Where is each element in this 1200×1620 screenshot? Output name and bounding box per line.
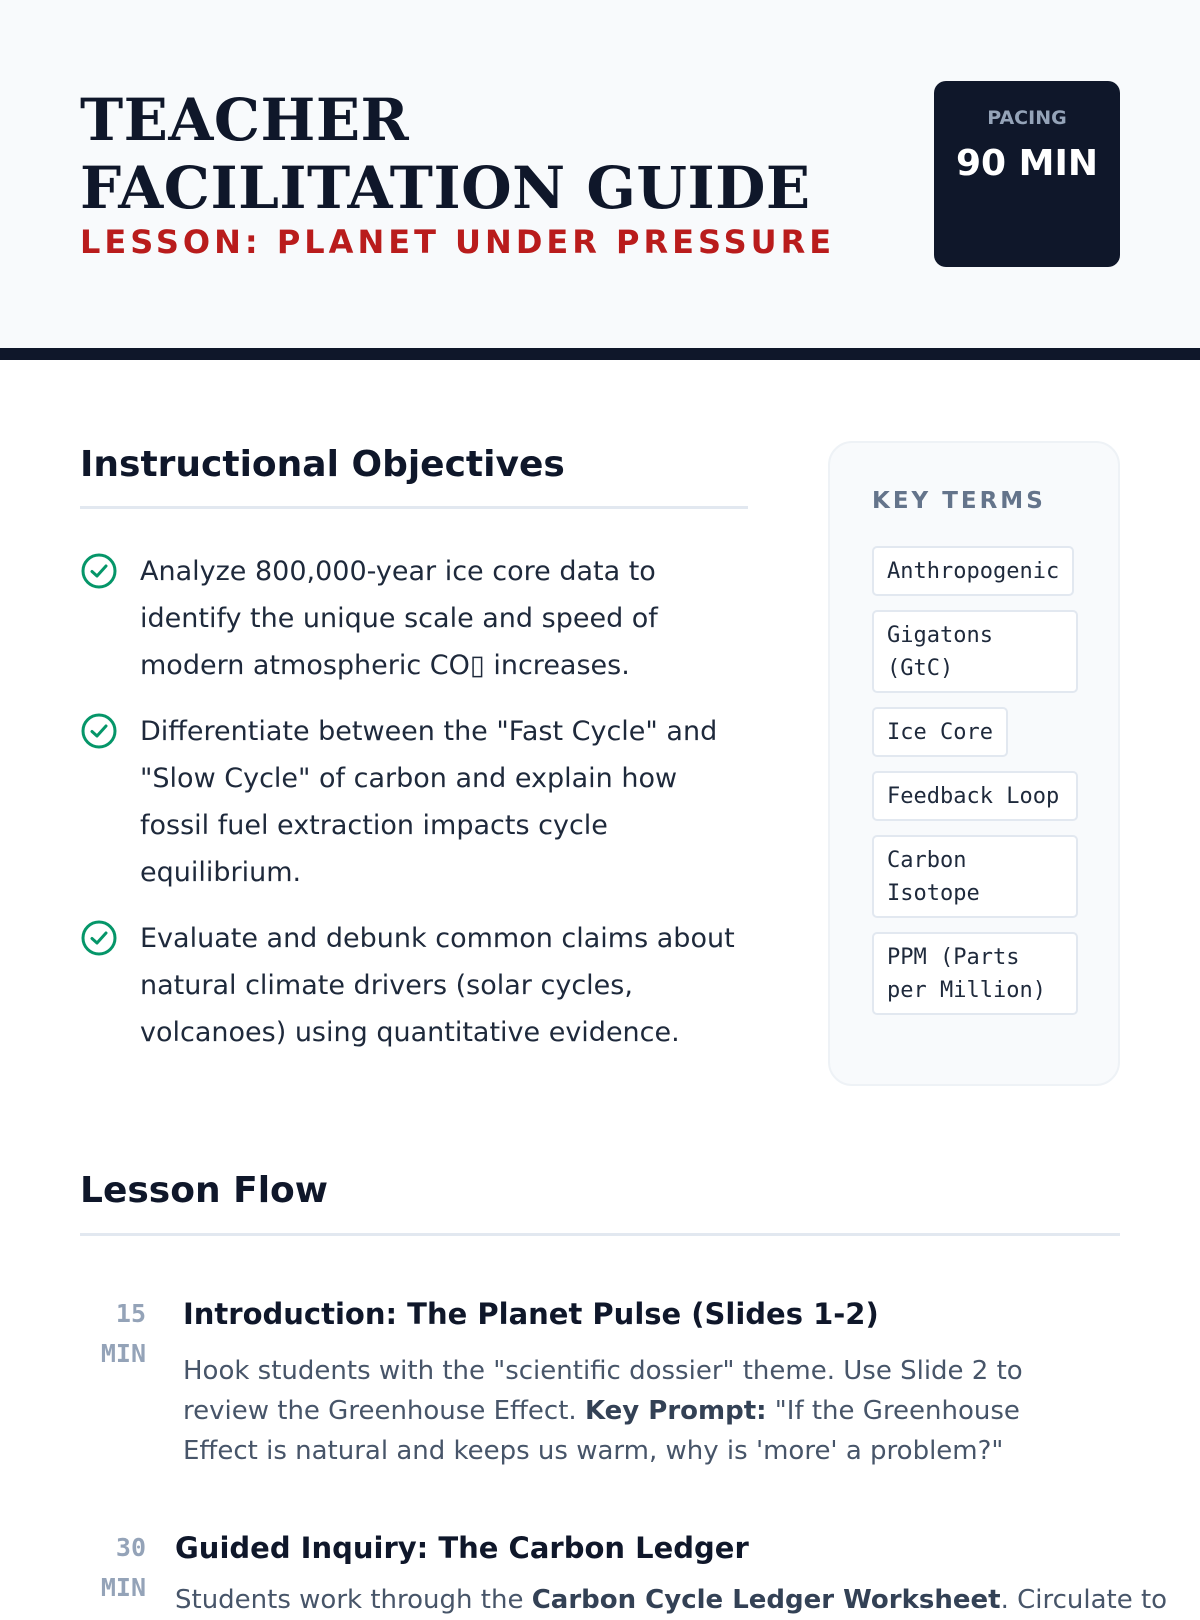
flow-step-desc-text: . Circulate to [1000, 1585, 1168, 1615]
objective-text: Differentiate between the "Fast Cycle" and "Slow Cycle" of carbon and explain how fossil fuel extraction impacts cycle equilibrium. [140, 716, 718, 888]
flow-step-time: 30 MIN [100, 1533, 146, 1602]
key-term-chip: Carbon Isotope [872, 835, 1078, 918]
check-circle-icon [80, 712, 118, 750]
check-circle-icon [80, 919, 118, 957]
flow-step [80, 1294, 1120, 1474]
lesson-flow-divider [80, 1233, 1120, 1236]
key-term-chip: Ice Core [872, 707, 1008, 757]
flow-step-desc-text: Hook students with the "scientific dossier" theme. Use Slide 2 to review the Greenhouse Effect. [183, 1356, 1023, 1426]
objective-item [80, 708, 750, 896]
flow-step-description [183, 1351, 1093, 1471]
key-term-chip: PPM (Parts per Million) [872, 932, 1078, 1015]
lesson-flow-heading: Lesson Flow [80, 1170, 329, 1211]
objectives-list [80, 548, 750, 1075]
page-header [0, 0, 1200, 360]
objectives-divider [80, 506, 748, 509]
key-term-chip: Feedback Loop [872, 771, 1078, 821]
flow-step-time: 15 MIN [100, 1299, 146, 1368]
flow-step-desc-bold: Key Prompt: [584, 1396, 767, 1426]
document-title: TEACHER FACILITATION GUIDE [80, 86, 811, 222]
flow-step-desc-bold: Carbon Cycle Ledger Worksheet [531, 1585, 1001, 1615]
key-term-chip: Gigatons (GtC) [872, 610, 1078, 693]
check-circle-icon [80, 552, 118, 590]
key-terms-card [828, 441, 1120, 1086]
pacing-badge [934, 81, 1120, 267]
pacing-label: PACING [987, 107, 1067, 129]
lesson-subtitle: LESSON: PLANET UNDER PRESSURE [80, 223, 836, 261]
objective-text: Analyze 800,000-year ice core data to identify the unique scale and speed of modern atmospheric CO▯ increases. [140, 556, 658, 681]
objective-item [80, 548, 750, 689]
objectives-heading: Instructional Objectives [80, 444, 565, 485]
flow-step [80, 1528, 1168, 1615]
pacing-value: 90 MIN [956, 143, 1098, 184]
objective-item [80, 915, 750, 1056]
key-terms-list [872, 546, 1092, 1029]
flow-step-title: Guided Inquiry: The Carbon Ledger [175, 1531, 749, 1565]
objective-text: Evaluate and debunk common claims about natural climate drivers (solar cycles, volcanoes) using quantitative evidence. [140, 923, 735, 1048]
flow-step-description [175, 1580, 1168, 1620]
flow-step-title: Introduction: The Planet Pulse (Slides 1-2) [183, 1297, 879, 1331]
key-term-chip: Anthropogenic [872, 546, 1074, 596]
flow-step-desc-text: "If the Greenhouse Effect is natural and keeps us warm, why is 'more' a problem?" [183, 1396, 1020, 1466]
key-terms-label: KEY TERMS [872, 488, 1046, 514]
flow-step-desc-text: Students work through the [175, 1585, 532, 1615]
